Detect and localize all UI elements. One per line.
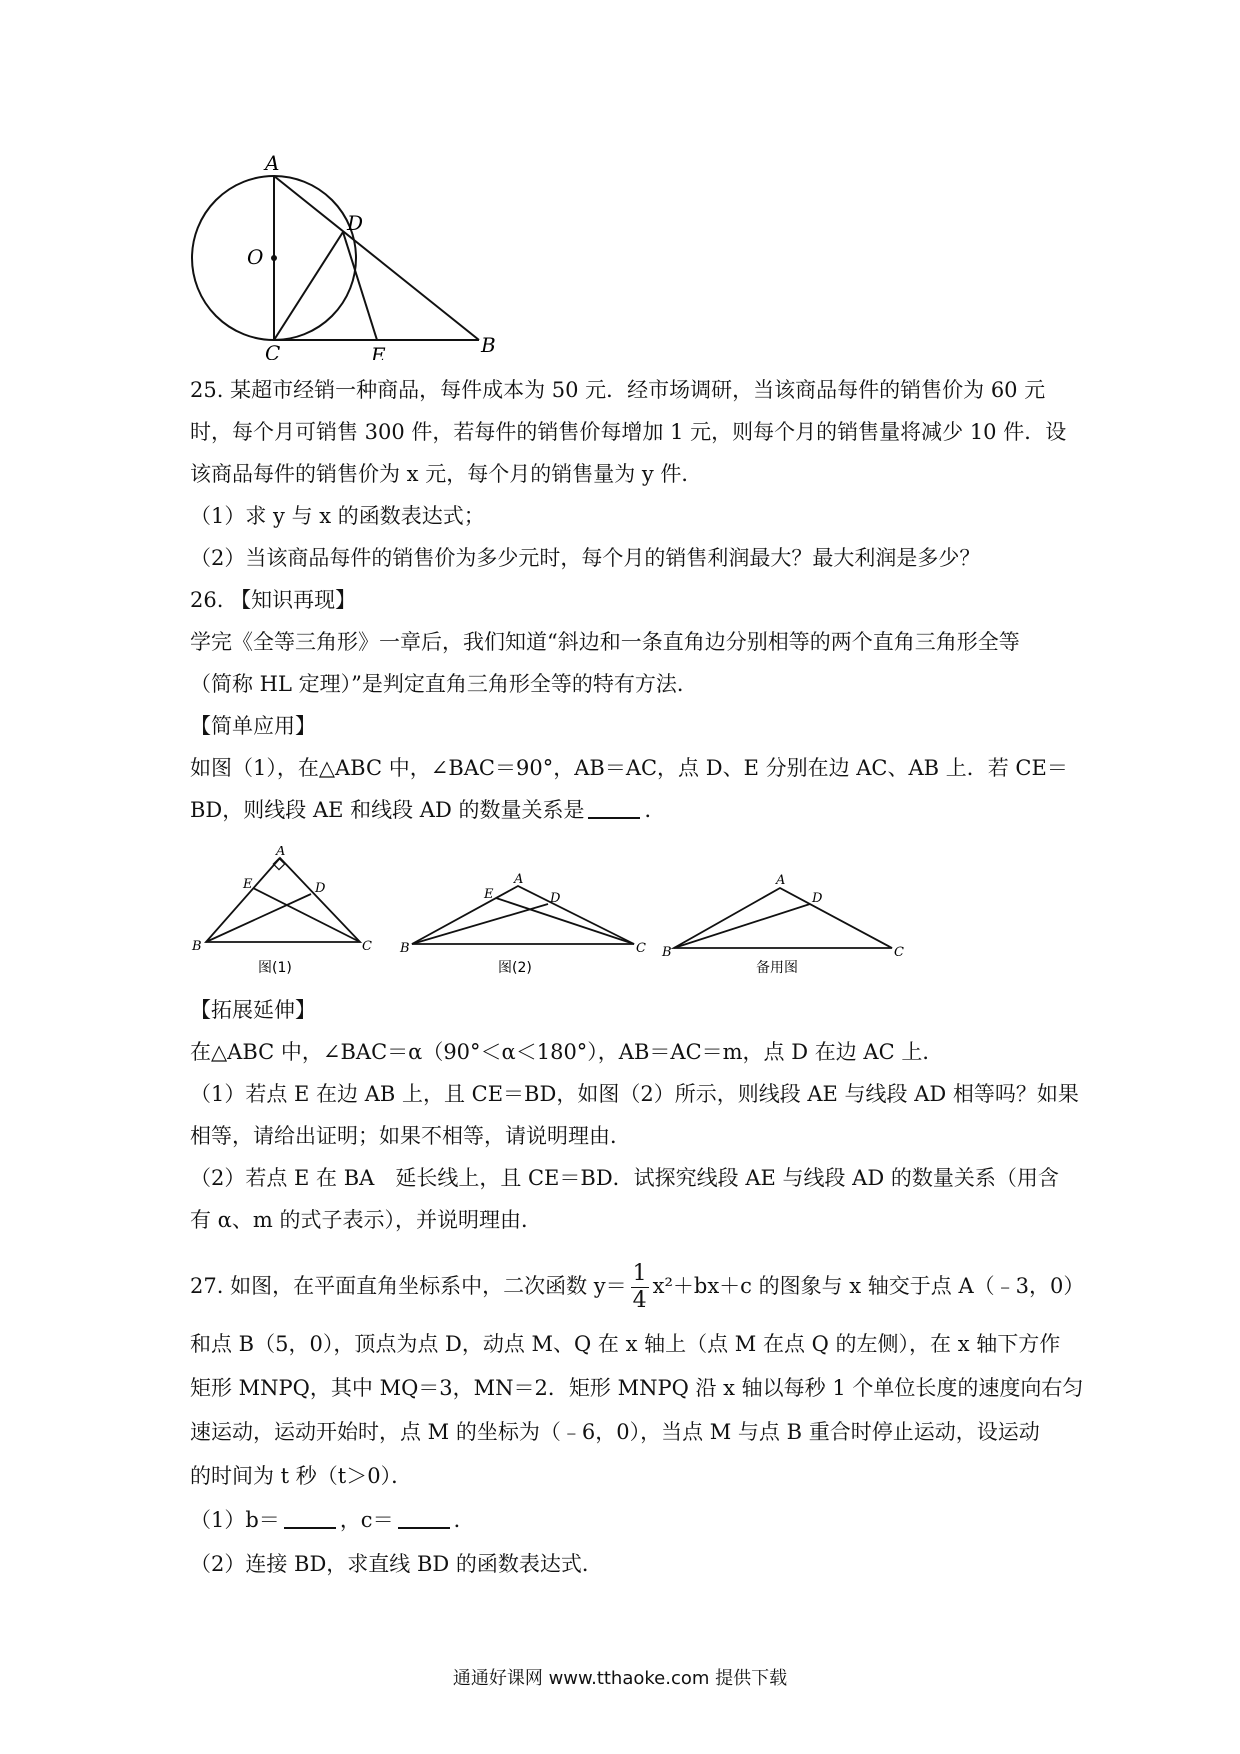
svg-text:D: D	[812, 891, 823, 906]
q25-line-5: （2）当该商品每件的销售价为多少元时，每个月的销售利润最大？最大利润是多少？	[190, 546, 981, 570]
q26-line-5: 如图（1），在△ABC 中，∠BAC＝90°，AB＝AC，点 D、E 分别在边 AC、AB 上．若 CE＝	[190, 756, 1068, 780]
answer-blank-c	[398, 1507, 450, 1529]
q25-line-2: 时，每个月可销售 300 件，若每件的销售价每增加 1 元，则每个月的销售量将减少 10 件．设	[190, 420, 1067, 444]
q25-line-4: （1）求 y 与 x 的函数表达式；	[190, 504, 485, 528]
q27-sub1-a: （1）b＝	[190, 1508, 280, 1532]
svg-text:E: E	[243, 877, 253, 892]
label-d: D	[347, 211, 364, 235]
svg-text:D: D	[315, 881, 326, 896]
svg-text:E: E	[484, 887, 494, 902]
svg-text:B: B	[400, 941, 410, 956]
svg-text:C: C	[362, 939, 372, 954]
q27-line-7: （2）连接 BD，求直线 BD 的函数表达式．	[190, 1552, 603, 1576]
caption-fig1: 图(1)	[258, 960, 292, 976]
label-e: E	[371, 343, 386, 360]
fraction-denominator: 4	[632, 1288, 647, 1313]
svg-text:A: A	[776, 873, 786, 888]
q27-line-2: 和点 B（5，0），顶点为点 D，动点 M、Q 在 x 轴上（点 M 在点 Q 的左侧），在 x 轴下方作	[190, 1332, 1061, 1356]
page-footer: 通通好课网 www.tthaoke.com 提供下载	[452, 1668, 788, 1689]
q26-line-12: 有 α、m 的式子表示），并说明理由．	[190, 1208, 542, 1232]
triangle-figure-backup	[660, 870, 910, 976]
svg-text:B: B	[662, 945, 672, 960]
svg-text:A: A	[514, 872, 524, 887]
q27-post: x²＋bx＋c 的图象与 x 轴交于点 A（﹣3，0）	[652, 1274, 1085, 1298]
triangle-figure-2	[398, 870, 648, 976]
svg-text:C: C	[636, 941, 646, 956]
label-c: C	[265, 341, 281, 360]
center-dot	[271, 255, 277, 261]
label-a: A	[265, 151, 280, 175]
q26-line-1: 26. 【知识再现】	[190, 588, 357, 612]
q26-line-6	[190, 796, 1070, 824]
q26-blank-post: ．	[644, 798, 666, 822]
fraction-one-quarter	[631, 1261, 649, 1314]
svg-text:B: B	[192, 939, 202, 954]
q26-line-2: 学完《全等三角形》一章后，我们知道“斜边和一条直角边分别相等的两个直角三角形全等	[190, 630, 1020, 654]
q26-line-8: 在△ABC 中，∠BAC＝α（90°＜α＜180°），AB＝AC＝m，点 D 在边 AC 上．	[190, 1040, 944, 1064]
q27-sub1-b: ，c＝	[339, 1508, 394, 1532]
q26-line-7: 【拓展延伸】	[190, 998, 316, 1022]
segment-ab	[274, 176, 479, 340]
label-o: O	[247, 245, 264, 269]
segment-de	[343, 232, 377, 340]
q27-pre: 27. 如图，在平面直角坐标系中，二次函数 y＝	[190, 1274, 627, 1298]
q27-sub1-c: ．	[453, 1508, 475, 1532]
q25-line-3: 该商品每件的销售价为 x 元，每个月的销售量为 y 件．	[190, 462, 703, 486]
svg-text:A: A	[276, 846, 286, 859]
q27-line-4: 速运动，运动开始时，点 M 的坐标为（﹣6，0），当点 M 与点 B 重合时停止运动，设运动	[190, 1420, 1040, 1444]
circle-figure	[185, 150, 505, 360]
svg-text:C: C	[894, 945, 904, 960]
q26-line-11: （2）若点 E 在 BA 延长线上，且 CE＝BD．试探究线段 AE 与线段 AD 的数量关系（用含	[190, 1166, 1059, 1190]
triangle-figure-1	[190, 846, 380, 976]
q27-line-3: 矩形 MNPQ，其中 MQ＝3，MN＝2．矩形 MNPQ 沿 x 轴以每秒 1 个单位长度的速度向右匀	[190, 1376, 1084, 1400]
segment-cd	[274, 232, 343, 340]
q27-line-6	[190, 1506, 1070, 1534]
caption-fig2: 图(2)	[498, 960, 532, 976]
caption-backup: 备用图	[756, 960, 798, 976]
fraction-numerator: 1	[632, 1261, 647, 1286]
answer-blank-b	[284, 1507, 336, 1529]
q26-line-10: 相等，请给出证明；如果不相等，请说明理由．	[190, 1124, 631, 1148]
q26-blank-pre: BD，则线段 AE 和线段 AD 的数量关系是	[190, 798, 585, 822]
q25-line-1: 25. 某超市经销一种商品，每件成本为 50 元．经市场调研，当该商品每件的销售价为 60 元	[190, 378, 1046, 402]
q26-line-4: 【简单应用】	[190, 714, 316, 738]
label-b: B	[481, 333, 496, 357]
q27-line-1	[190, 1256, 1085, 1316]
q27-line-5: 的时间为 t 秒（t＞0）．	[190, 1464, 413, 1488]
q26-line-3: （简称 HL 定理）”是判定直角三角形全等的特有方法．	[190, 672, 698, 696]
svg-text:D: D	[550, 891, 561, 906]
answer-blank	[588, 797, 640, 819]
q26-line-9: （1）若点 E 在边 AB 上，且 CE＝BD，如图（2）所示，则线段 AE 与线段 AD 相等吗？如果	[190, 1082, 1079, 1106]
